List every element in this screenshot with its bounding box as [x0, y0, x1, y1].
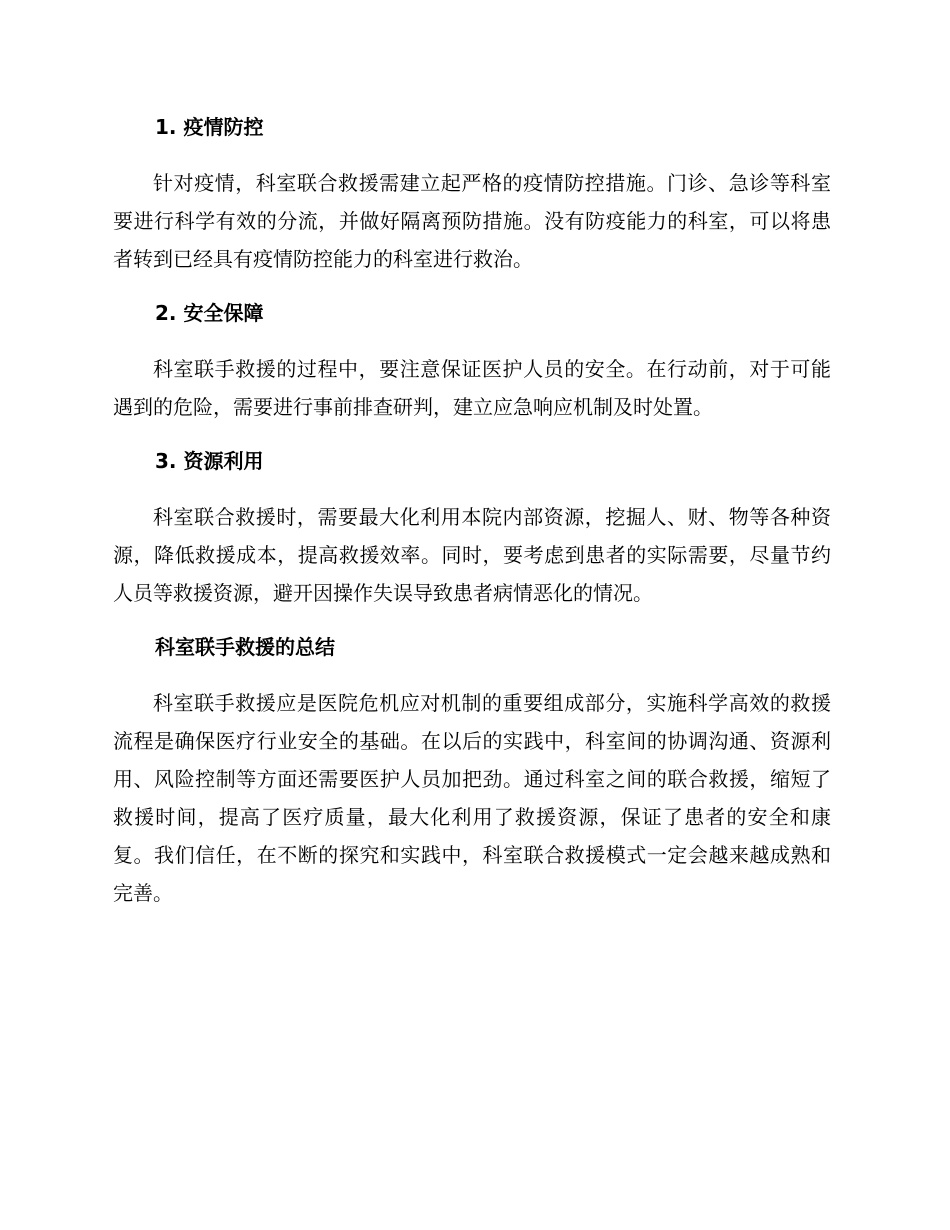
section-heading: 3. 资源利用: [155, 449, 264, 473]
section-heading: 科室联手救援的总结: [155, 635, 335, 659]
section-paragraph: 科室联合救援时，需要最大化利用本院内部资源，挖掘人、财、物等各种资源，降低救援成本，提高救援效率。同时，要考虑到患者的实际需要，尽量节约人员等救援资源，避开因操作失误导致患者病情恶化的情况。: [113, 505, 831, 605]
section-resources: [113, 444, 831, 612]
section-summary: [113, 630, 831, 912]
section-safety: [113, 296, 831, 426]
section-heading: 1. 疫情防控: [155, 115, 264, 139]
section-paragraph: 科室联手救援应是医院危机应对机制的重要组成部分，实施科学高效的救援流程是确保医疗行业安全的基础。在以后的实践中，科室间的协调沟通、资源利用、风险控制等方面还需要医护人员加把劲。通过科室之间的联合救援，缩短了救援时间，提高了医疗质量，最大化利用了救援资源，保证了患者的安全和康复。我们信任，在不断的探究和实践中，科室联合救援模式一定会越来越成熟和完善。: [113, 691, 831, 905]
section-paragraph: 科室联手救援的过程中，要注意保证医护人员的安全。在行动前，对于可能遇到的危险，需要进行事前排查研判，建立应急响应机制及时处置。: [113, 357, 831, 419]
section-epidemic-control: [113, 110, 831, 278]
document-body: [113, 110, 831, 930]
section-heading: 2. 安全保障: [155, 301, 264, 325]
section-paragraph: 针对疫情，科室联合救援需建立起严格的疫情防控措施。门诊、急诊等科室要进行科学有效的分流，并做好隔离预防措施。没有防疫能力的科室，可以将患者转到已经具有疫情防控能力的科室进行救治。: [113, 171, 831, 271]
